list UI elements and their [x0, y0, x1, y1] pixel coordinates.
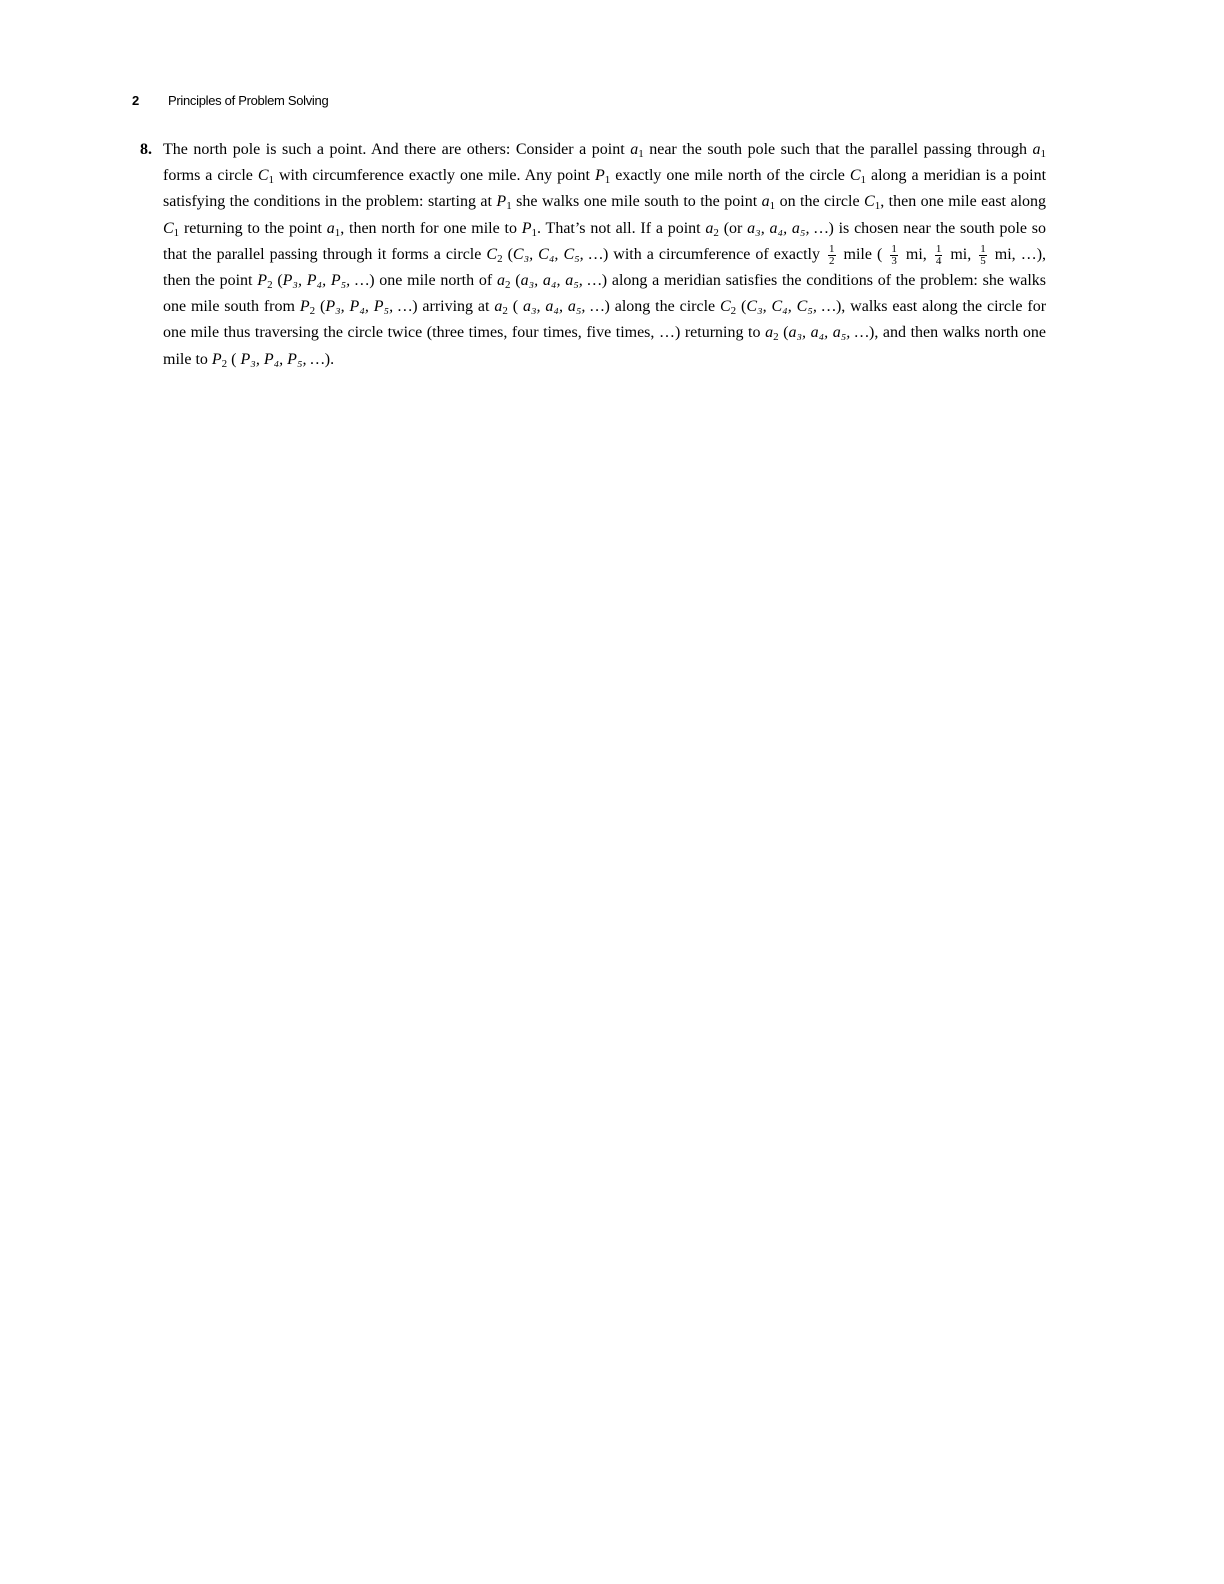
fraction-one-fifth: $\frac{1}{5}$ — [980, 242, 986, 267]
problem-text: The north pole is such a point. And there are others: Consider a point $a_1$ near the south pole such that the parallel passing through $a_1$ forms a circle $C_1$ with circumference exactly one mile. Any point $P_1$ exactly one mile north of the circle $C_1$ along a meridian is a point satisfying the conditions in the problem: starting at $P_1$ she walks one mile south to the point $a_1$ on the circle $C_1$, then one mile east along $C_1$ returning to the point $a_1$, then north for one mile to $P_1$. That’s not all. If a point $a_2$ (or a₃, a₄, a₅, …) is chosen near the south pole so that the parallel passing through it forms a circle $C_2$ (C₃, C₄, C₅, …) with a circumference of exactly $\frac{1}{2}$ mile ( $\frac{1}{3}$ mi, $\frac{1}{4}$ mi, $\frac{1}{5}$ mi, …), then the point $P_2$ (P₃, P₄, P₅, …) one mile north of $a_2$ (a₃, a₄, a₅, …) along a meridian satisfies the conditions of the problem: she walks one mile south from $P_2$ (P₃, P₄, P₅, …) arriving at $a_2$ ( a₃, a₄, a₅, …) along the circle $C_2$ (C₃, C₄, C₅, …), walks east along the circle for one mile thus traversing the circle twice (three times, four times, five times, …) returning to $a_2$ (a₃, a₄, a₅, …), and then walks north one mile to $P_2$ ( P₃, P₄, P₅, …). — [163, 141, 1047, 370]
fraction-one-half: $\frac{1}{2}$ — [829, 242, 835, 267]
page-number: 2 — [132, 93, 139, 108]
running-head — [132, 93, 328, 108]
problem-number: 8. — [140, 141, 152, 158]
fraction-one-third: $\frac{1}{3}$ — [891, 242, 897, 267]
fraction-one-fourth: $\frac{1}{4}$ — [935, 242, 942, 267]
problem-8 — [140, 137, 1046, 373]
chapter-title: Principles of Problem Solving — [168, 93, 329, 108]
